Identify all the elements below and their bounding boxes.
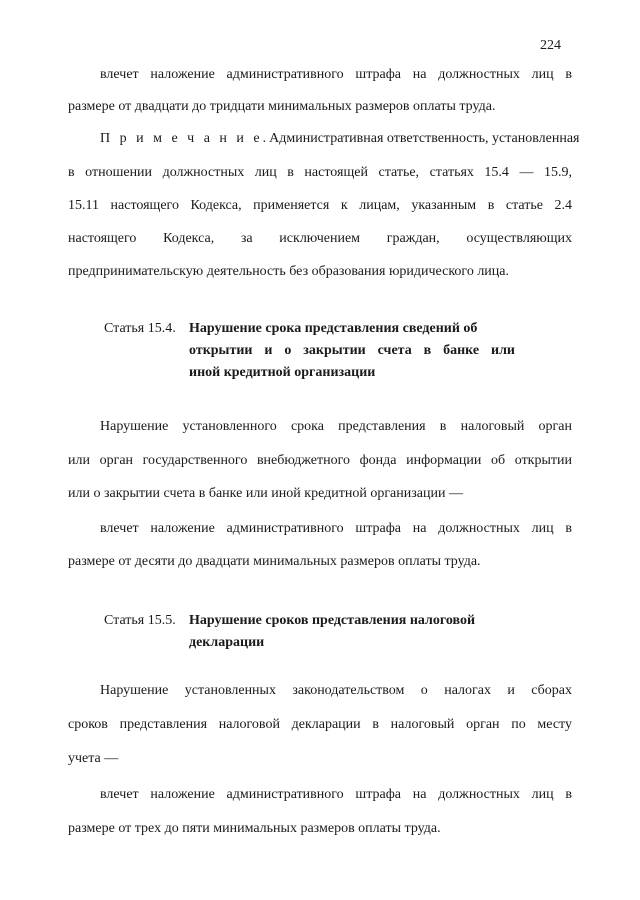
note-label: П р и м е ч а н и е. [100, 131, 270, 146]
text-line: сроков представления налоговой декларации в налоговый орган по месту [68, 717, 572, 732]
text-line: Нарушение установленных законодательством о налогах и сборах [100, 683, 572, 698]
note-line [100, 130, 580, 148]
text-line: или о закрытии счета в банке или иной кредитной организации — [68, 486, 463, 501]
text-line: учета — [68, 751, 119, 766]
text-line: или орган государственного внебюджетного фонда информации об открытии [68, 453, 572, 468]
article-title: декларации [189, 635, 265, 650]
page-number: 224 [540, 38, 561, 53]
article-title: Нарушение сроков представления налоговой [189, 613, 476, 628]
article-title: Нарушение срока представления сведений об [189, 321, 478, 336]
text-line: предпринимательскую деятельность без образования юридического лица. [68, 264, 509, 279]
article-number: Статья 15.4. [104, 321, 176, 336]
text-line: влечет наложение административного штрафа на должностных лиц в [100, 787, 572, 802]
text-line: настоящего Кодекса, за исключением граждан, осуществляющих [68, 231, 572, 246]
article-number: Статья 15.5. [104, 613, 176, 628]
text-line: Нарушение установленного срока представления в налоговый орган [100, 419, 572, 434]
article-title: открытии и о закрытии счета в банке или [189, 343, 515, 358]
text-line: размере от трех до пяти минимальных размеров оплаты труда. [68, 821, 441, 836]
text-line: в отношении должностных лиц в настоящей статье, статьях 15.4 — 15.9, [68, 165, 572, 180]
text-line: влечет наложение административного штрафа на должностных лиц в [100, 67, 572, 82]
text-line: 15.11 настоящего Кодекса, применяется к лицам, указанным в статье 2.4 [68, 198, 572, 213]
text-line: влечет наложение административного штрафа на должностных лиц в [100, 521, 572, 536]
text-line: размере от двадцати до тридцати минимальных размеров оплаты труда. [68, 99, 496, 114]
text-line: размере от десяти до двадцати минимальных размеров оплаты труда. [68, 554, 481, 569]
article-title: иной кредитной организации [189, 365, 376, 380]
note-text: Административная ответственность, установленная [269, 131, 580, 146]
